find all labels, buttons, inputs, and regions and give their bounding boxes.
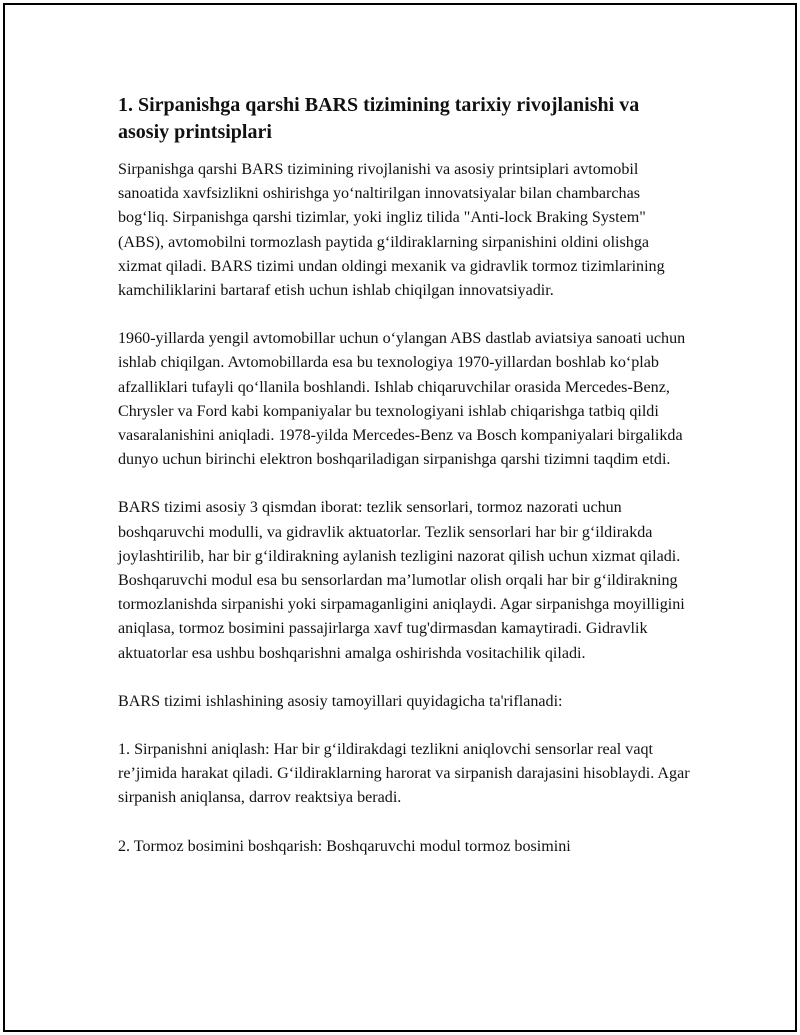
paragraph-history: 1960-yillarda yengil avtomobillar uchun o‘ylangan ABS dastlab aviatsiya sanoati uchun ishlab chiqilgan. Avtomobillarda esa bu texnologiya 1970-yillardan boshlab ko‘plab afzalliklari tufayli qo‘llanila boshlandi. Ishlab chiqaruvchilar orasida Mercedes-Benz, Chrysler va Ford kabi kompaniyalar bu texnologiyani ishlab chiqarishga tatbiq qildi vasaralanishini aniqladi. 1978-yilda Mercedes-Benz va Bosch kompaniyalari birgalikda dunyo uchun birinchi elektron boshqariladigan sirpanishga qarshi tizimni taqdim etdi. [118, 330, 686, 469]
document-body [118, 92, 692, 883]
paragraph-principles-intro: BARS tizimi ishlashining asosiy tamoyillari quyidagicha ta'riflanadi: [118, 692, 563, 710]
paragraph-principle-1: 1. Sirpanishni aniqlash: Har bir g‘ildirakdagi tezlikni aniqlovchi sensorlar real vaqt re’jimida harakat qiladi. G‘ildiraklarning harorat va sirpanish darajasini hisoblaydi. Agar sirpanish aniqlansa, darrov reaktsiya beradi. [118, 741, 690, 807]
section-heading: 1. Sirpanishga qarshi BARS tizimining tarixiy rivojlanishi va asosiy printsiplari [118, 94, 640, 143]
paragraph-intro: Sirpanishga qarshi BARS tizimining rivojlanishi va asosiy printsiplari avtomobil sanoatida xavfsizlikni oshirishga yo‘naltirilgan innovatsiyalar bilan chambarchas bog‘liq. Sirpanishga qarshi tizimlar, yoki ingliz tilida "Anti-lock Braking System" (ABS), avtomobilni tormozlash paytida g‘ildiraklarning sirpanishini oldini olishga xizmat qiladi. BARS tizimi undan oldingi mexanik va gidravlik tormoz tizimlarining kamchiliklarini bartaraf etish uchun ishlab chiqilgan innovatsiyadir. [118, 161, 665, 300]
paragraph-principle-2: 2. Tormoz bosimini boshqarish: Boshqaruvchi modul tormoz bosimini [118, 837, 571, 855]
paragraph-components: BARS tizimi asosiy 3 qismdan iborat: tezlik sensorlari, tormoz nazorati uchun boshqaruvchi modulli, va gidravlik aktuatorlar. Tezlik sensorlari har bir g‘ildirakda joylashtirilib, har bir g‘ildirakning aylanish tezligini nazorat qilish uchun xizmat qiladi. Boshqaruvchi modul esa bu sensorlardan ma’lumotlar olish orqali har bir g‘ildirakning tormozlanishda sirpanishi yoki sirpamaganligini aniqlaydi. Agar sirpanishga moyilligini aniqlasa, tormoz bosimini passajirlarga xavf tug'dirmasdan kamaytiradi. Gidravlik aktuatorlar esa ushbu boshqarishni amalga oshirishda vositachilik qiladi. [118, 499, 685, 662]
